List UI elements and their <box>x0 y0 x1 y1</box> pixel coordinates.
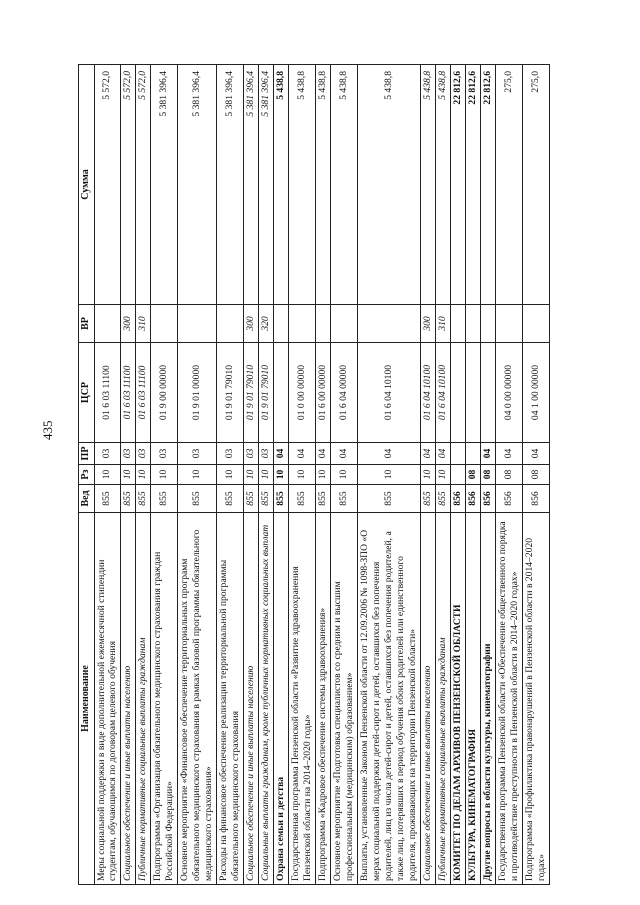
cell-name: Социальные выплаты гражданам, кроме публичных нормативных социальных выплат <box>259 513 274 885</box>
cell-csr <box>451 343 466 443</box>
cell-ved: 855 <box>217 485 244 513</box>
cell-name: Государственная программа Пензенской области «Обеспечение общественного порядка и противодействие преступности в Пензенской области в 2014–2020 годах» <box>496 513 523 885</box>
budget-table-container <box>78 65 588 885</box>
cell-sum: 22 812,6 <box>481 65 496 305</box>
cell-csr: 01 6 04 10100 <box>358 343 421 443</box>
cell-ved: 855 <box>136 485 151 513</box>
cell-sum: 22 812,6 <box>466 65 481 305</box>
cell-vr <box>178 305 217 343</box>
cell-name: Другие вопросы в области культуры, кинематографии <box>481 513 496 885</box>
cell-rz: 10 <box>289 465 316 485</box>
cell-name: Публичные нормативные социальные выплаты гражданам <box>136 513 151 885</box>
cell-name: Публичные нормативные социальные выплаты гражданам <box>436 513 451 885</box>
cell-sum: 5 438,8 <box>331 65 358 305</box>
cell-pr: 03 <box>244 443 259 465</box>
cell-sum: 5 381 396,4 <box>259 65 274 305</box>
cell-ved: 856 <box>481 485 496 513</box>
cell-csr <box>274 343 289 443</box>
cell-vr: 310 <box>436 305 451 343</box>
cell-ved: 855 <box>178 485 217 513</box>
cell-ved: 856 <box>466 485 481 513</box>
cell-rz: 10 <box>136 465 151 485</box>
table-row <box>496 65 523 885</box>
cell-csr <box>481 343 496 443</box>
cell-csr: 01 6 04 10100 <box>436 343 451 443</box>
cell-sum: 22 812,6 <box>451 65 466 305</box>
cell-rz: 10 <box>316 465 331 485</box>
cell-pr: 04 <box>523 443 550 465</box>
cell-name: КОМИТЕТ ПО ДЕЛАМ АРХИВОВ ПЕНЗЕНСКОЙ ОБЛАСТИ <box>451 513 466 885</box>
cell-vr: 310 <box>136 305 151 343</box>
cell-pr: 04 <box>289 443 316 465</box>
cell-ved: 855 <box>436 485 451 513</box>
cell-rz: 10 <box>121 465 136 485</box>
cell-sum: 5 572,0 <box>94 65 121 305</box>
table-row <box>178 65 217 885</box>
cell-sum: 5 438,8 <box>274 65 289 305</box>
cell-vr <box>94 305 121 343</box>
cell-csr: 01 9 00 00000 <box>151 343 178 443</box>
cell-vr: 300 <box>244 305 259 343</box>
cell-pr: 03 <box>178 443 217 465</box>
cell-rz: 10 <box>178 465 217 485</box>
cell-name: Меры социальной поддержки в виде дополнительной ежемесячной стипендии студентам, обучающимся по договорам целевого обучения <box>94 513 121 885</box>
table-row <box>523 65 550 885</box>
cell-csr: 01 6 00 00000 <box>316 343 331 443</box>
cell-rz <box>451 465 466 485</box>
cell-sum: 5 438,8 <box>289 65 316 305</box>
table-row <box>217 65 244 885</box>
cell-ved: 855 <box>259 485 274 513</box>
cell-csr: 01 6 03 11100 <box>121 343 136 443</box>
table-row <box>331 65 358 885</box>
cell-vr <box>358 305 421 343</box>
cell-vr <box>451 305 466 343</box>
cell-vr <box>289 305 316 343</box>
cell-vr <box>151 305 178 343</box>
header-sum: Сумма <box>79 65 95 305</box>
header-csr: ЦСР <box>79 343 95 443</box>
cell-ved: 855 <box>289 485 316 513</box>
cell-name: Выплаты, установленные Законом Пензенской области от 12.09.2006 № 1098-ЗПО «О мерах социальной поддержки детей-сирот и детей, оставшихся без попечения родителей, лиц из числа детей-сирот и детей, оставшихся без попечения родителей, а также лиц, потерявших в период обучения обоих родителей или единственного родителя, проживающих на территории Пензенской области» <box>358 513 421 885</box>
cell-name: Основное мероприятие «Подготовка специалистов со средним и высшим профессиональным (медицинским) образованием» <box>331 513 358 885</box>
cell-rz: 10 <box>244 465 259 485</box>
cell-pr: 03 <box>259 443 274 465</box>
table-row <box>451 65 466 885</box>
cell-sum: 5 572,0 <box>121 65 136 305</box>
cell-ved: 855 <box>316 485 331 513</box>
cell-ved: 856 <box>496 485 523 513</box>
cell-vr <box>331 305 358 343</box>
cell-pr: 04 <box>496 443 523 465</box>
cell-vr: 300 <box>121 305 136 343</box>
cell-pr: 04 <box>481 443 496 465</box>
table-row <box>121 65 136 885</box>
cell-sum: 5 381 396,4 <box>178 65 217 305</box>
cell-name: Подпрограмма «Организация обязательного медицинского страхования граждан Российской Федерации» <box>151 513 178 885</box>
cell-pr <box>466 443 481 465</box>
cell-sum: 5 438,8 <box>436 65 451 305</box>
cell-csr: 01 6 03 11100 <box>136 343 151 443</box>
cell-ved: 855 <box>274 485 289 513</box>
cell-csr: 01 9 01 79010 <box>244 343 259 443</box>
cell-vr <box>466 305 481 343</box>
cell-sum: 5 438,8 <box>421 65 436 305</box>
cell-rz: 10 <box>94 465 121 485</box>
cell-csr: 01 6 04 00000 <box>331 343 358 443</box>
cell-name: Подпрограмма «Кадровое обеспечение системы здравоохранения» <box>316 513 331 885</box>
cell-rz: 10 <box>151 465 178 485</box>
cell-csr: 04 1 00 00000 <box>523 343 550 443</box>
cell-pr: 04 <box>274 443 289 465</box>
table-row <box>151 65 178 885</box>
cell-pr: 04 <box>436 443 451 465</box>
cell-rz: 10 <box>259 465 274 485</box>
cell-ved: 855 <box>94 485 121 513</box>
cell-sum: 5 381 396,4 <box>244 65 259 305</box>
cell-ved: 855 <box>244 485 259 513</box>
cell-csr: 01 6 04 10100 <box>421 343 436 443</box>
cell-rz: 10 <box>358 465 421 485</box>
cell-rz: 08 <box>523 465 550 485</box>
cell-sum: 5 381 396,4 <box>217 65 244 305</box>
cell-pr: 03 <box>217 443 244 465</box>
table-body <box>94 65 549 885</box>
table-row <box>316 65 331 885</box>
cell-pr: 03 <box>94 443 121 465</box>
table-row <box>274 65 289 885</box>
cell-sum: 5 438,8 <box>358 65 421 305</box>
table-row <box>244 65 259 885</box>
cell-ved: 855 <box>358 485 421 513</box>
table-row <box>136 65 151 885</box>
cell-name: Социальное обеспечение и иные выплаты населению <box>421 513 436 885</box>
cell-name: Социальное обеспечение и иные выплаты населению <box>121 513 136 885</box>
cell-sum: 5 572,0 <box>136 65 151 305</box>
cell-sum: 5 381 396,4 <box>151 65 178 305</box>
table-header-row <box>79 65 95 885</box>
cell-sum: 5 438,8 <box>316 65 331 305</box>
page-number: 435 <box>40 420 55 440</box>
table-row <box>481 65 496 885</box>
cell-pr: 04 <box>358 443 421 465</box>
cell-ved: 855 <box>421 485 436 513</box>
cell-vr: 300 <box>421 305 436 343</box>
cell-vr <box>316 305 331 343</box>
cell-csr: 01 9 01 79010 <box>259 343 274 443</box>
cell-name: Охрана семьи и детства <box>274 513 289 885</box>
cell-vr <box>274 305 289 343</box>
table-row <box>421 65 436 885</box>
cell-sum: 275,0 <box>496 65 523 305</box>
table-row <box>436 65 451 885</box>
cell-rz: 10 <box>331 465 358 485</box>
cell-ved: 856 <box>451 485 466 513</box>
table-row <box>358 65 421 885</box>
cell-csr: 01 0 00 00000 <box>289 343 316 443</box>
cell-ved: 855 <box>331 485 358 513</box>
cell-rz: 10 <box>436 465 451 485</box>
budget-table <box>78 64 550 885</box>
cell-rz: 08 <box>466 465 481 485</box>
cell-rz: 10 <box>274 465 289 485</box>
header-vr: ВР <box>79 305 95 343</box>
cell-pr: 03 <box>151 443 178 465</box>
cell-name: Подпрограмма «Профилактика правонарушений в Пензенской области в 2014–2020 годах» <box>523 513 550 885</box>
table-row <box>94 65 121 885</box>
cell-vr <box>523 305 550 343</box>
cell-vr <box>217 305 244 343</box>
cell-name: Социальное обеспечение и иные выплаты населению <box>244 513 259 885</box>
header-pr: ПР <box>79 443 95 465</box>
cell-name: Государственная программа Пензенской области «Развитие здравоохранения Пензенской области на 2014–2020 годы» <box>289 513 316 885</box>
table-row <box>259 65 274 885</box>
cell-name: Основное мероприятие «Финансовое обеспечение территориальных программ обязательного медицинского страхования в рамках базовой программы обязательного медицинского страхования» <box>178 513 217 885</box>
cell-vr <box>496 305 523 343</box>
cell-ved: 856 <box>523 485 550 513</box>
cell-csr: 01 6 03 11100 <box>94 343 121 443</box>
cell-rz: 08 <box>496 465 523 485</box>
header-name: Наименование <box>79 513 95 885</box>
cell-pr: 04 <box>331 443 358 465</box>
cell-csr: 01 9 01 00000 <box>178 343 217 443</box>
cell-csr <box>466 343 481 443</box>
cell-pr: 03 <box>121 443 136 465</box>
cell-pr: 04 <box>316 443 331 465</box>
cell-ved: 855 <box>121 485 136 513</box>
cell-vr <box>481 305 496 343</box>
cell-rz: 10 <box>421 465 436 485</box>
cell-pr <box>451 443 466 465</box>
table-row <box>289 65 316 885</box>
cell-rz: 08 <box>481 465 496 485</box>
cell-ved: 855 <box>151 485 178 513</box>
cell-name: Расходы на финансовое обеспечение реализации территориальной программы обязательного медицинского страхования <box>217 513 244 885</box>
header-rz: Рз <box>79 465 95 485</box>
cell-pr: 03 <box>136 443 151 465</box>
cell-pr: 04 <box>421 443 436 465</box>
table-row <box>466 65 481 885</box>
header-ved: Вед <box>79 485 95 513</box>
cell-rz: 10 <box>217 465 244 485</box>
cell-csr: 04 0 00 00000 <box>496 343 523 443</box>
cell-csr: 01 9 01 79010 <box>217 343 244 443</box>
cell-name: КУЛЬТУРА, КИНЕМАТОГРАФИЯ <box>466 513 481 885</box>
cell-vr: 320 <box>259 305 274 343</box>
cell-sum: 275,0 <box>523 65 550 305</box>
